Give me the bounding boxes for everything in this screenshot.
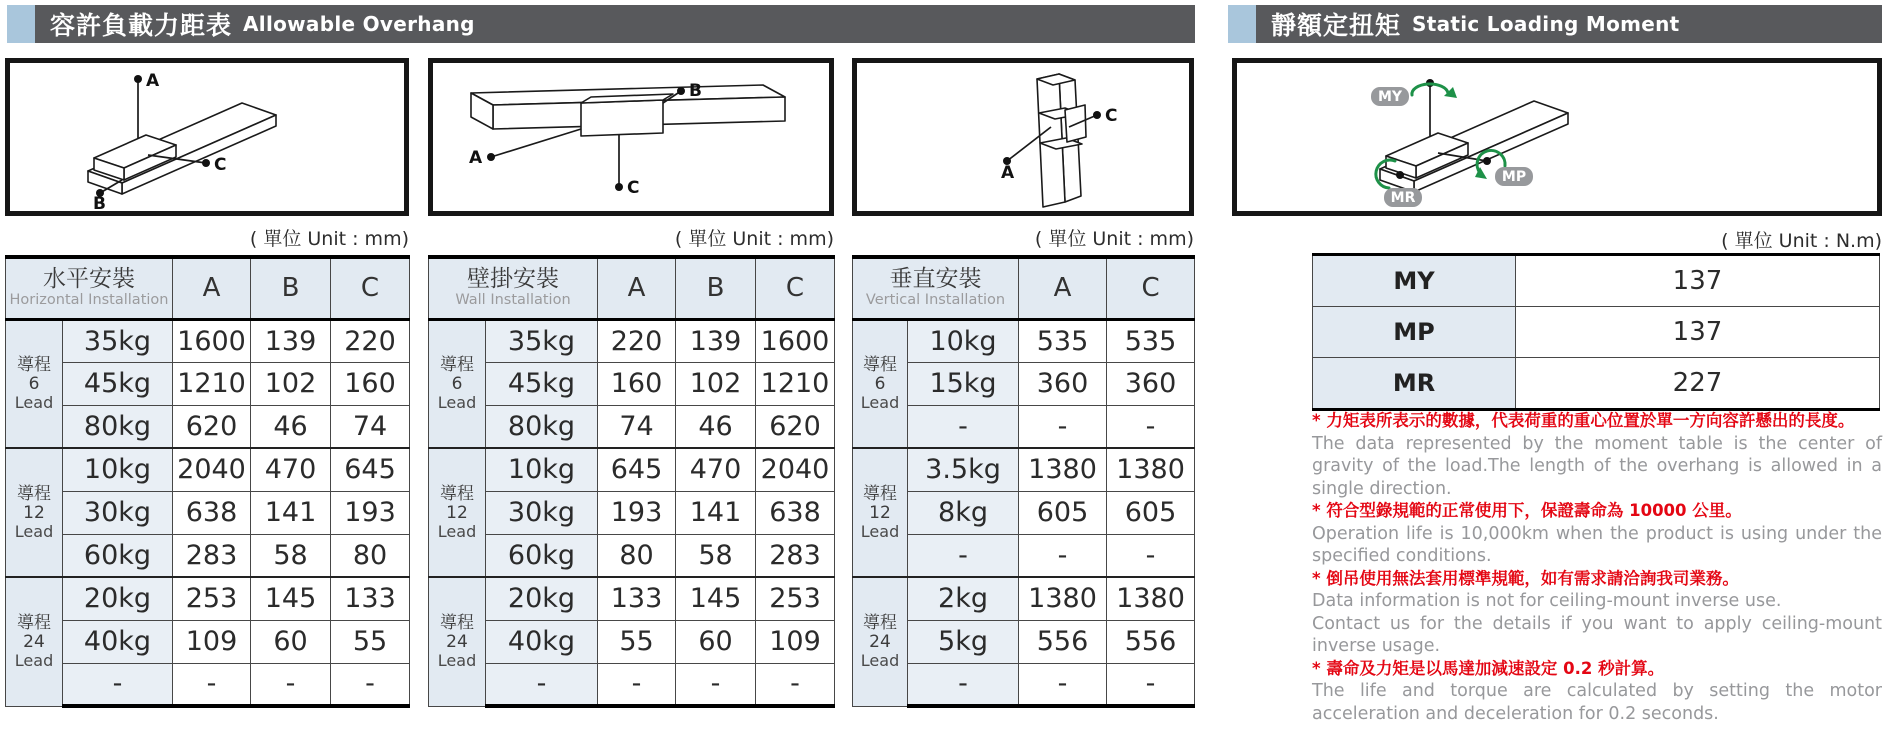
value-cell: 60: [251, 620, 331, 663]
value-cell: 109: [756, 620, 835, 663]
section-title-en: Allowable Overhang: [243, 12, 475, 36]
load-cell: -: [908, 405, 1019, 448]
column-header-c: C: [756, 257, 835, 319]
value-cell: 139: [251, 319, 331, 362]
value-cell: 620: [756, 405, 835, 448]
lead-group-cell: 導程 12 Lead: [429, 448, 486, 577]
unit-label-mm: ( 單位 Unit : mm): [1034, 228, 1194, 250]
value-cell: 2040: [756, 448, 835, 491]
mp-badge-label: MP: [1501, 169, 1527, 185]
value-cell: 620: [173, 405, 251, 448]
moment-label-cell: MR: [1313, 358, 1516, 410]
table-row: [6, 319, 410, 362]
table-row: [429, 362, 835, 405]
point-b-dot: [677, 87, 685, 95]
value-cell: 55: [331, 620, 410, 663]
load-cell: 35kg: [486, 319, 598, 362]
load-cell: 5kg: [908, 620, 1019, 663]
load-cell: 8kg: [908, 491, 1019, 534]
load-cell: -: [486, 663, 598, 706]
value-cell: 556: [1019, 620, 1107, 663]
value-cell: 283: [173, 534, 251, 577]
note-en: Operation life is 10,000km when the product is using under the specified conditions.: [1312, 523, 1882, 566]
value-cell: 1600: [173, 319, 251, 362]
load-cell: -: [908, 663, 1019, 706]
value-cell: 58: [676, 534, 756, 577]
value-cell: 1380: [1107, 448, 1195, 491]
value-cell: 133: [331, 577, 410, 620]
load-cell: 35kg: [63, 319, 173, 362]
value-cell: 160: [598, 362, 676, 405]
value-cell: 220: [598, 319, 676, 362]
value-cell: 535: [1107, 319, 1195, 362]
point-c-label: C: [627, 178, 640, 198]
load-cell: 2kg: [908, 577, 1019, 620]
lead-group-cell: 導程 12 Lead: [853, 448, 908, 577]
lead-group-cell: 導程 24 Lead: [429, 577, 486, 706]
horizontal-installation-table: [5, 255, 410, 708]
note-en: Data information is not for ceiling-mount inverse use.: [1312, 591, 1782, 611]
moment-axes-drawing: [1237, 63, 1877, 211]
value-cell: 220: [331, 319, 410, 362]
rail-isometric-drawing: [857, 63, 1189, 211]
accent-square: [7, 5, 35, 43]
section-title-en: Static Loading Moment: [1412, 12, 1680, 36]
value-cell: 102: [676, 362, 756, 405]
table-row: [429, 534, 835, 577]
lead-group-cell: 導程 6 Lead: [6, 319, 63, 448]
value-cell: 193: [331, 491, 410, 534]
note-zh: * 力矩表所表示的數據，代表荷重的重心位置於單一方向容許懸出的長度。: [1312, 411, 1855, 430]
note-en: The life and torque are calculated by setting the motor acceleration and deceleration for 0.2 seconds.: [1312, 681, 1882, 724]
value-cell: 102: [251, 362, 331, 405]
table-row: [1313, 255, 1880, 307]
value-cell: 645: [331, 448, 410, 491]
value-cell: 141: [676, 491, 756, 534]
callout-line-a: [491, 129, 581, 157]
value-cell: 645: [598, 448, 676, 491]
value-cell: 58: [251, 534, 331, 577]
load-cell: 40kg: [486, 620, 598, 663]
load-cell: -: [908, 534, 1019, 577]
value-cell: 1600: [756, 319, 835, 362]
allowable-overhang-header-bar: [7, 5, 1195, 43]
value-cell: 109: [173, 620, 251, 663]
table-name-cell: [853, 257, 1019, 319]
point-a-label: A: [1001, 163, 1015, 183]
moment-label-cell: MP: [1313, 307, 1516, 358]
load-cell: 80kg: [486, 405, 598, 448]
load-cell: 10kg: [63, 448, 173, 491]
point-b-label: B: [689, 81, 702, 101]
value-cell: -: [1107, 663, 1195, 706]
value-cell: -: [331, 663, 410, 706]
value-cell: -: [598, 663, 676, 706]
moment-value-cell: 227: [1516, 358, 1880, 410]
load-cell: 45kg: [63, 362, 173, 405]
load-cell: 60kg: [486, 534, 598, 577]
diagram-wall-installation: [428, 58, 834, 216]
note-en: Contact us for the details if you want to apply ceiling-mount inverse usage.: [1312, 613, 1882, 656]
value-cell: 253: [173, 577, 251, 620]
accent-square: [1228, 5, 1256, 43]
lead-group-cell: 導程 6 Lead: [429, 319, 486, 448]
table-name-cell: [6, 257, 173, 319]
table-row: [853, 448, 1195, 491]
vertical-installation-table: [852, 255, 1195, 708]
value-cell: 160: [331, 362, 410, 405]
note-zh: * 倒吊使用無法套用標準規範，如有需求請洽詢我司業務。: [1312, 568, 1739, 588]
load-cell: 30kg: [63, 491, 173, 534]
value-cell: 145: [251, 577, 331, 620]
table-row: [853, 319, 1195, 362]
value-cell: -: [1107, 534, 1195, 577]
column-header-b: B: [251, 257, 331, 319]
value-cell: 60: [676, 620, 756, 663]
value-cell: 360: [1019, 362, 1107, 405]
table-row: [6, 491, 410, 534]
load-cell: 60kg: [63, 534, 173, 577]
table-header-row: [853, 257, 1195, 319]
value-cell: 638: [173, 491, 251, 534]
table-row: [429, 491, 835, 534]
carriage-body: [581, 94, 673, 136]
table-row: [1313, 307, 1880, 358]
value-cell: 556: [1107, 620, 1195, 663]
wall-installation-table: [428, 255, 835, 708]
load-cell: 30kg: [486, 491, 598, 534]
value-cell: 535: [1019, 319, 1107, 362]
value-cell: 193: [598, 491, 676, 534]
note-en: The data represented by the moment table is the center of gravity of the load.The length of the overhang is allowed in a single direction.: [1312, 433, 1882, 499]
unit-label-mm: ( 單位 Unit : mm): [674, 228, 834, 250]
moment-value-cell: 137: [1516, 307, 1880, 358]
table-header-row: [429, 257, 835, 319]
value-cell: 605: [1107, 491, 1195, 534]
load-cell: 45kg: [486, 362, 598, 405]
table-row: [429, 577, 835, 620]
my-badge-label: MY: [1377, 89, 1403, 105]
footnotes: [1312, 410, 1882, 725]
mr-badge-label: MR: [1390, 190, 1416, 206]
lead-group-cell: 導程 24 Lead: [853, 577, 908, 706]
point-c-dot: [1093, 111, 1101, 119]
table-name-zh: 壁掛安裝: [467, 266, 559, 293]
moment-label-cell: MY: [1313, 255, 1516, 307]
unit-label-nm: ( 單位 Unit : N.m): [1721, 230, 1882, 252]
value-cell: 1210: [173, 362, 251, 405]
value-cell: -: [173, 663, 251, 706]
value-cell: -: [1019, 405, 1107, 448]
load-cell: 10kg: [908, 319, 1019, 362]
point-a-label: A: [469, 148, 483, 168]
point-b-label: B: [93, 194, 106, 211]
lead-group-cell: 導程 6 Lead: [853, 319, 908, 448]
value-cell: 80: [598, 534, 676, 577]
value-cell: 46: [676, 405, 756, 448]
table-row: [429, 448, 835, 491]
value-cell: 2040: [173, 448, 251, 491]
table-row: [853, 577, 1195, 620]
column-header-a: A: [1019, 257, 1107, 319]
table-row: [6, 663, 410, 706]
table-name-zh: 水平安裝: [43, 266, 135, 293]
point-c-label: C: [214, 155, 227, 175]
diagram-static-loading-moment: [1232, 58, 1882, 216]
table-row: [429, 663, 835, 706]
column-header-a: A: [173, 257, 251, 319]
point-a-dot: [134, 75, 142, 83]
value-cell: -: [1107, 405, 1195, 448]
value-cell: 470: [676, 448, 756, 491]
note-zh: * 符合型錄規範的正常使用下，保證壽命為 10000 公里。: [1312, 501, 1742, 520]
value-cell: 1380: [1019, 577, 1107, 620]
load-cell: -: [63, 663, 173, 706]
section-title-zh: 靜額定扭矩: [1271, 11, 1402, 40]
moment-value-cell: 137: [1516, 255, 1880, 307]
load-cell: 20kg: [63, 577, 173, 620]
value-cell: -: [251, 663, 331, 706]
value-cell: 1210: [756, 362, 835, 405]
point-a-label: A: [146, 71, 160, 91]
static-loading-moment-header-bar: [1228, 5, 1882, 43]
value-cell: -: [1019, 663, 1107, 706]
table-name-zh: 垂直安裝: [889, 266, 982, 293]
table-row: [6, 620, 410, 663]
point-c-label: C: [1105, 106, 1118, 126]
column-header-b: B: [676, 257, 756, 319]
value-cell: 470: [251, 448, 331, 491]
table-name-en: Wall Installation: [455, 292, 571, 309]
value-cell: 133: [598, 577, 676, 620]
load-cell: 80kg: [63, 405, 173, 448]
column-header-c: C: [331, 257, 410, 319]
table-row: [1313, 358, 1880, 410]
load-cell: 10kg: [486, 448, 598, 491]
table-row: [6, 577, 410, 620]
table-row: [429, 319, 835, 362]
value-cell: 360: [1107, 362, 1195, 405]
unit-label-mm: ( 單位 Unit : mm): [249, 228, 409, 250]
value-cell: 139: [676, 319, 756, 362]
point-c-dot: [202, 159, 210, 167]
diagram-vertical-installation: [852, 58, 1194, 216]
value-cell: 74: [598, 405, 676, 448]
table-name-en: Horizontal Installation: [9, 292, 169, 309]
rail-isometric-drawing: [433, 63, 829, 211]
load-cell: 40kg: [63, 620, 173, 663]
value-cell: 80: [331, 534, 410, 577]
diagram-horizontal-installation: [5, 58, 409, 216]
value-cell: 283: [756, 534, 835, 577]
table-row: [429, 620, 835, 663]
table-row: [6, 362, 410, 405]
load-cell: 20kg: [486, 577, 598, 620]
table-row: [6, 534, 410, 577]
mp-axis-dot: [1483, 157, 1491, 165]
column-header-c: C: [1107, 257, 1195, 319]
value-cell: 1380: [1107, 577, 1195, 620]
table-row: [429, 405, 835, 448]
value-cell: 605: [1019, 491, 1107, 534]
value-cell: 74: [331, 405, 410, 448]
value-cell: 141: [251, 491, 331, 534]
value-cell: 46: [251, 405, 331, 448]
value-cell: -: [756, 663, 835, 706]
lead-group-cell: 導程 12 Lead: [6, 448, 63, 577]
value-cell: 55: [598, 620, 676, 663]
value-cell: 145: [676, 577, 756, 620]
load-cell: 3.5kg: [908, 448, 1019, 491]
lead-group-cell: 導程 24 Lead: [6, 577, 63, 706]
load-cell: 15kg: [908, 362, 1019, 405]
value-cell: 1380: [1019, 448, 1107, 491]
note-zh: * 壽命及力矩是以馬達加減速設定 0.2 秒計算。: [1312, 658, 1665, 678]
section-title-zh: 容許負載力距表: [50, 11, 233, 40]
point-c-dot: [615, 183, 623, 191]
value-cell: -: [1019, 534, 1107, 577]
value-cell: -: [676, 663, 756, 706]
column-header-a: A: [598, 257, 676, 319]
mr-axis-dot: [1396, 171, 1404, 179]
table-header-row: [6, 257, 410, 319]
table-name-cell: [429, 257, 598, 319]
static-loading-moment-table: [1312, 253, 1880, 411]
value-cell: 638: [756, 491, 835, 534]
table-row: [6, 405, 410, 448]
table-row: [6, 448, 410, 491]
point-a-dot: [487, 153, 495, 161]
table-name-en: Vertical Installation: [865, 292, 1006, 309]
rail-isometric-drawing: [10, 63, 404, 211]
value-cell: 253: [756, 577, 835, 620]
